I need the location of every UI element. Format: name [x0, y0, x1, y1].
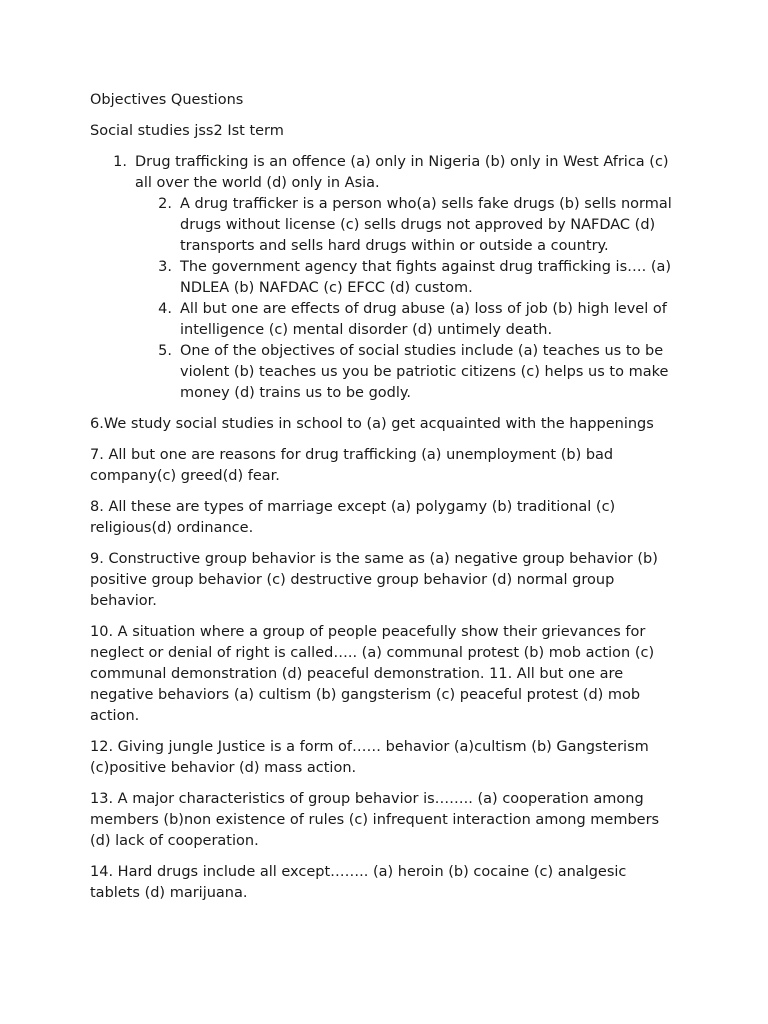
list-item-text: One of the objectives of social studies include (a) teaches us to be violent (b) teaches us you be patriotic citizens (c) helps us to make money (d) trains us to be godly. — [180, 343, 669, 401]
question-paragraph: 10. A situation where a group of people peacefully show their grievances for neglect or denial of right is called….. (a) communal protest (b) mob action (c) communal demonstration (d) peaceful demonstration. 11. All but one are negative behaviors (a) cultism (b) gangsterism (c) peaceful protest (d) mob action. — [90, 624, 655, 724]
list-item — [90, 194, 680, 257]
question-paragraph: 7. All but one are reasons for drug trafficking (a) unemployment (b) bad company(c) greed(d) fear. — [90, 447, 614, 484]
list-item-number: 3. — [158, 259, 172, 275]
document-subheading: Social studies jss2 Ist term — [90, 123, 284, 139]
document-heading: Objectives Questions — [90, 92, 244, 108]
list-item-text: Drug trafficking is an offence (a) only in Nigeria (b) only in West Africa (c) all over the world (d) only in Asia. — [135, 154, 669, 191]
question-paragraph: 9. Constructive group behavior is the same as (a) negative group behavior (b) positive group behavior (c) destructive group behavior (d) normal group behavior. — [90, 551, 658, 609]
list-item-number: 4. — [158, 301, 172, 317]
list-item — [90, 299, 680, 341]
question-paragraph: 8. All these are types of marriage except (a) polygamy (b) traditional (c) religious(d) ordinance. — [90, 499, 616, 536]
list-item-number: 5. — [158, 343, 172, 359]
list-item-text: All but one are effects of drug abuse (a) loss of job (b) high level of intelligence (c) mental disorder (d) untimely death. — [180, 301, 667, 338]
question-paragraph: 6.We study social studies in school to (a) get acquainted with the happenings — [90, 416, 654, 432]
question-paragraph: 14. Hard drugs include all except…….. (a) heroin (b) cocaine (c) analgesic tablets (d) marijuana. — [90, 864, 627, 901]
document-page — [90, 90, 680, 914]
list-item — [90, 257, 680, 299]
list-item-number: 1. — [113, 154, 127, 170]
question-paragraph: 13. A major characteristics of group behavior is…….. (a) cooperation among members (b)non existence of rules (c) infrequent interaction among members (d) lack of cooperation. — [90, 791, 660, 849]
list-item — [90, 341, 680, 404]
list-item-text: The government agency that fights against drug trafficking is…. (a) NDLEA (b) NAFDAC (c) EFCC (d) custom. — [180, 259, 672, 296]
list-item-number: 2. — [158, 196, 172, 212]
list-item — [90, 152, 680, 194]
question-paragraph: 12. Giving jungle Justice is a form of…… behavior (a)cultism (b) Gangsterism (c)positive behavior (d) mass action. — [90, 739, 649, 776]
list-item-text: A drug trafficker is a person who(a) sells fake drugs (b) sells normal drugs without license (c) sells drugs not approved by NAFDAC (d) transports and sells hard drugs within or outside a country. — [180, 196, 672, 254]
numbered-question-list — [90, 152, 680, 404]
